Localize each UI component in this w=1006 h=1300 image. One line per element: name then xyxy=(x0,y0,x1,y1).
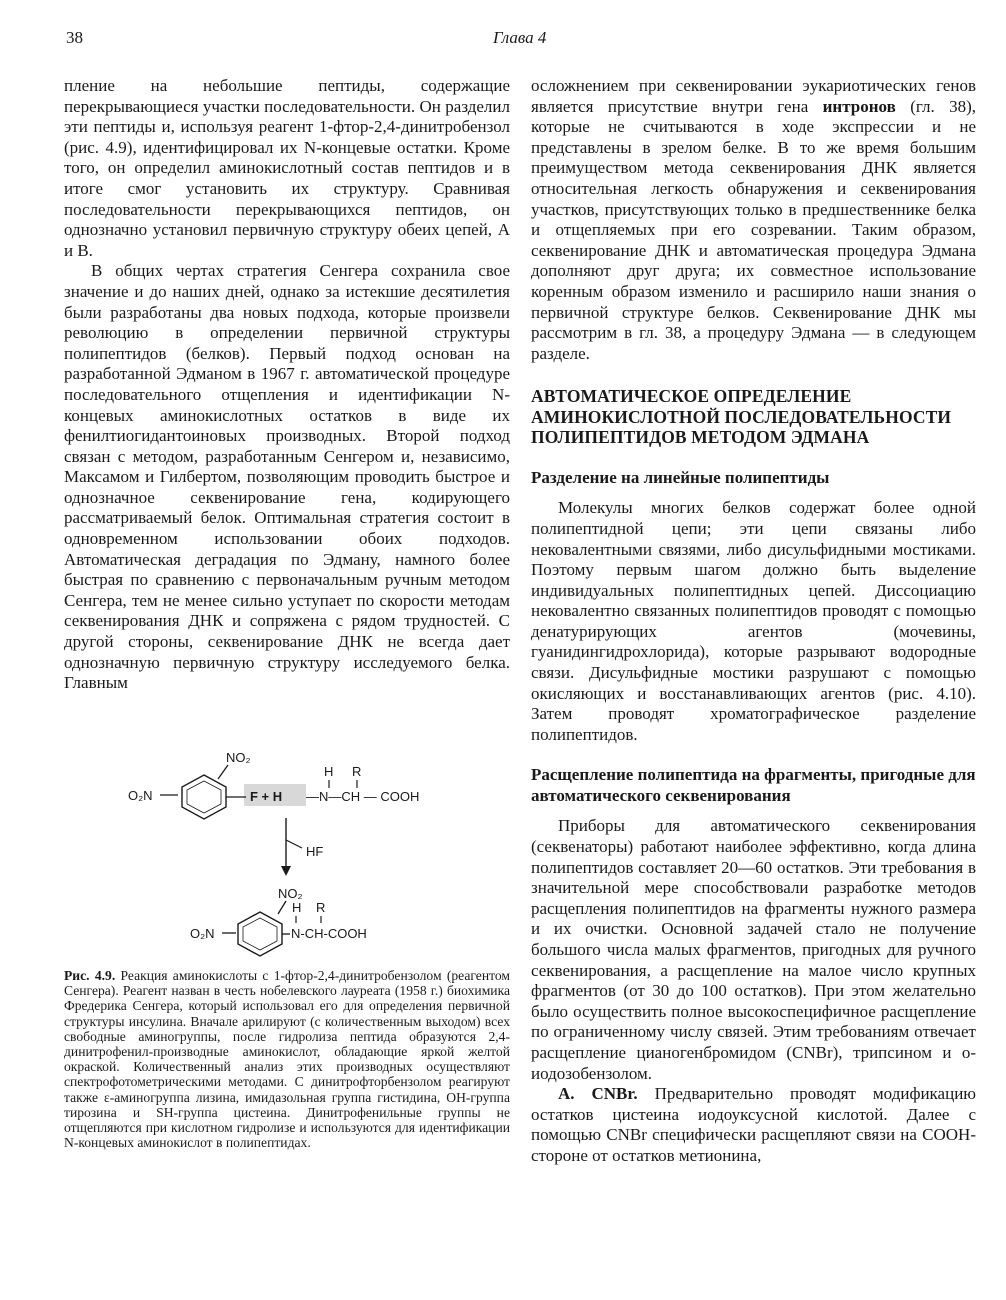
paragraph xyxy=(531,76,976,364)
right-column xyxy=(531,76,976,1167)
top-chain: —N—CH — COOH xyxy=(306,789,420,804)
running-head: Глава 4 xyxy=(493,28,547,47)
hf-branch xyxy=(286,840,302,848)
leaving-group: F + H xyxy=(250,789,283,804)
reaction-figure xyxy=(118,748,468,958)
page-number: 38 xyxy=(66,28,83,47)
figure-caption xyxy=(64,968,510,1150)
bottom-chain: N-CH-COOH xyxy=(291,926,367,941)
bottom-benzene-inner xyxy=(243,918,277,950)
top-benzene-inner xyxy=(187,781,221,813)
top-benzene-ring xyxy=(182,775,226,819)
bottom-left-group: O₂N xyxy=(190,926,215,941)
text-run: (гл. 38), которые не считываются в ходе экспрессии и не представлены в зрелом белке. В то же время большим преимуществом метода секвенирования ДНК является относительная легкость обнаружения и секвенирования участков, присутствующих только в предшественнике белка и отщепляемых при его созревании. Таким образом, секвенирование ДНК и автоматическая процедура Эдмана дополняют друг друга; их совместное использование коренным образом изменило и расширило наши знания о первичной структуре белков. Секвенирование ДНК мы рассмотрим в гл. 38, а процедуру Эдмана — в следующем разделе. xyxy=(531,96,976,363)
text-run: Предварительно проводят модификацию остатков цистеина иодоуксусной кислотой. Далее с помощью CNBr специфически расщепляют связи на СООН-стороне от остатков метионина, xyxy=(531,1084,976,1165)
caption-label: Рис. 4.9. xyxy=(64,968,116,983)
paragraph: В общих чертах стратегия Сенгера сохранила свое значение и до наших дней, однако за истекшие десятилетия были разработаны два новых подхода, которые произвели революцию в определении первичной структуры полипептидов (белков). Первый подход основан на разработанной Эдманом в 1967 г. автоматической процедуре последовательного отщепления и идентификации N-концевых аминокислотных остатков в виде их фенилтиогидантоиновых производных. Второй подход связан с методом, разработанным Сенгером и, независимо, Максамом и Гилбертом, позволяющим проводить быстрое и однозначное секвенирование гена, кодирующего рассматриваемый белок. Оптимальная стратегия состоит в одновременном использовании обоих подходов. Автоматическая деградация по Эдману, намного более быстрая по сравнению с первоначальным ручным методом Сенгера, тем не менее сильно уступает по скорости методам секвенирования ДНК и сопряжена с рядом трудностей. С другой стороны, секвенирование ДНК не всегда дает однозначную первичную структуру исследуемого белка. Главным xyxy=(64,261,510,693)
bond xyxy=(278,901,286,914)
top-left-group: O₂N xyxy=(128,788,153,803)
arrow-head xyxy=(281,866,291,876)
h-label: H xyxy=(324,764,334,779)
term-bold: А. CNBr. xyxy=(558,1084,638,1104)
subsection-heading: Расщепление полипептида на фрагменты, пригодные для автоматического секвенирования xyxy=(531,765,976,805)
byproduct-label: HF xyxy=(306,844,324,859)
bond xyxy=(218,765,228,779)
subsection-heading: Разделение на линейные полипептиды xyxy=(531,467,830,487)
caption-text: Реакция аминокислоты с 1-фтор-2,4-динитробензолом (реагентом Сенгера). Реагент назван в честь нобелевского лауреата (1958 г.) биохимика Фредерика Сенгера, который использовал его для определения первичной структуры инсулина. Вначале арилируют (с количественным выходом) всех свободные аминогруппы, после гидролиза пептида образуются 2,4-динитрофенил-производные аминокислот, обладающие яркой желтой окраской. Количественный анализ этих производных осуществляют спектрофотометрическими методами. С динитрофторбензолом реагируют также ε-аминогруппа лизина, имидазольная группа гистидина, ОН-группа тирозина и SH-группа цистеина. Динитрофенильные группы не отщепляются при кислотном гидролизе и используются для идентификации N-концевых аминокислот в полипептидах. xyxy=(64,968,510,1151)
term-bold: интронов xyxy=(822,96,896,116)
paragraph: Молекулы многих белков содержат более одной полипептидной цепи; эти цепи связаны либо нековалентными связями, либо дисульфидными мостиками. Поэтому первым шагом должно быть выделение индивидуальных полипептидных цепей. Диссоциацию нековалентно связанных полипептидов проводят с помощью денатурирующих агентов (мочевины, гуанидингидрохлорида), которые разрывают водородные связи. Дисульфидные мостики разрушают с помощью окисляющих и восстанавливающих агентов (рис. 4.10). Затем проводят хроматографическое разделение полипептидов. xyxy=(531,498,976,744)
top-nitro-group: NO₂ xyxy=(226,750,251,765)
text-run: осложнением при секвенировании эукариотических генов является присутствие внутри гена xyxy=(531,76,976,116)
paragraph: пление на небольшие пептиды, содержащие перекрывающиеся участки последовательности. Он разделил эти пептиды и, используя реагент 1-фтор-2,4-динитробензол (рис. 4.9), идентифицировал их N-концевые остатки. Кроме того, он определил аминокислотный состав пептидов и в итоге смог установить их структуру. Сравнивая последовательности перекрывающихся пептидов, он однозначно установил первичную структуру обеих цепей, А и В. xyxy=(64,76,510,260)
section-heading: АВТОМАТИЧЕСКОЕ ОПРЕДЕЛЕНИЕ АМИНОКИСЛОТНОЙ ПОСЛЕДОВАТЕЛЬНОСТИ ПОЛИПЕПТИДОВ МЕТОДОМ ЭДМАНА xyxy=(531,386,952,448)
paragraph: Приборы для автоматического секвенирования (секвенаторы) работают наиболее эффективно, когда длина полипептидов составляет 20—60 остатков. Эти требования в значительной мере способствовали разработке методов расщепления полипептидов на фрагменты нужного размера и их очистки. Основной задачей стало не получение большого числа малых фрагментов, пригодных для ручного секвенирования, а расщепление на малое число крупных фрагментов (от 30 до 100 остатков). При этом желательно было осуществить полное высокоспецифичное расщепление по ограниченному числу связей. Этим требованиям отвечает расщепление цианогенбромидом (CNBr), трипсином и о-иодозобензолом. xyxy=(531,816,976,1083)
r-label: R xyxy=(352,764,362,779)
left-column xyxy=(64,76,510,694)
bottom-nitro-group: NO₂ xyxy=(278,886,303,901)
bottom-benzene-ring xyxy=(238,912,282,956)
paragraph xyxy=(531,1084,976,1166)
r-label: R xyxy=(316,900,326,915)
h-label: H xyxy=(292,900,302,915)
